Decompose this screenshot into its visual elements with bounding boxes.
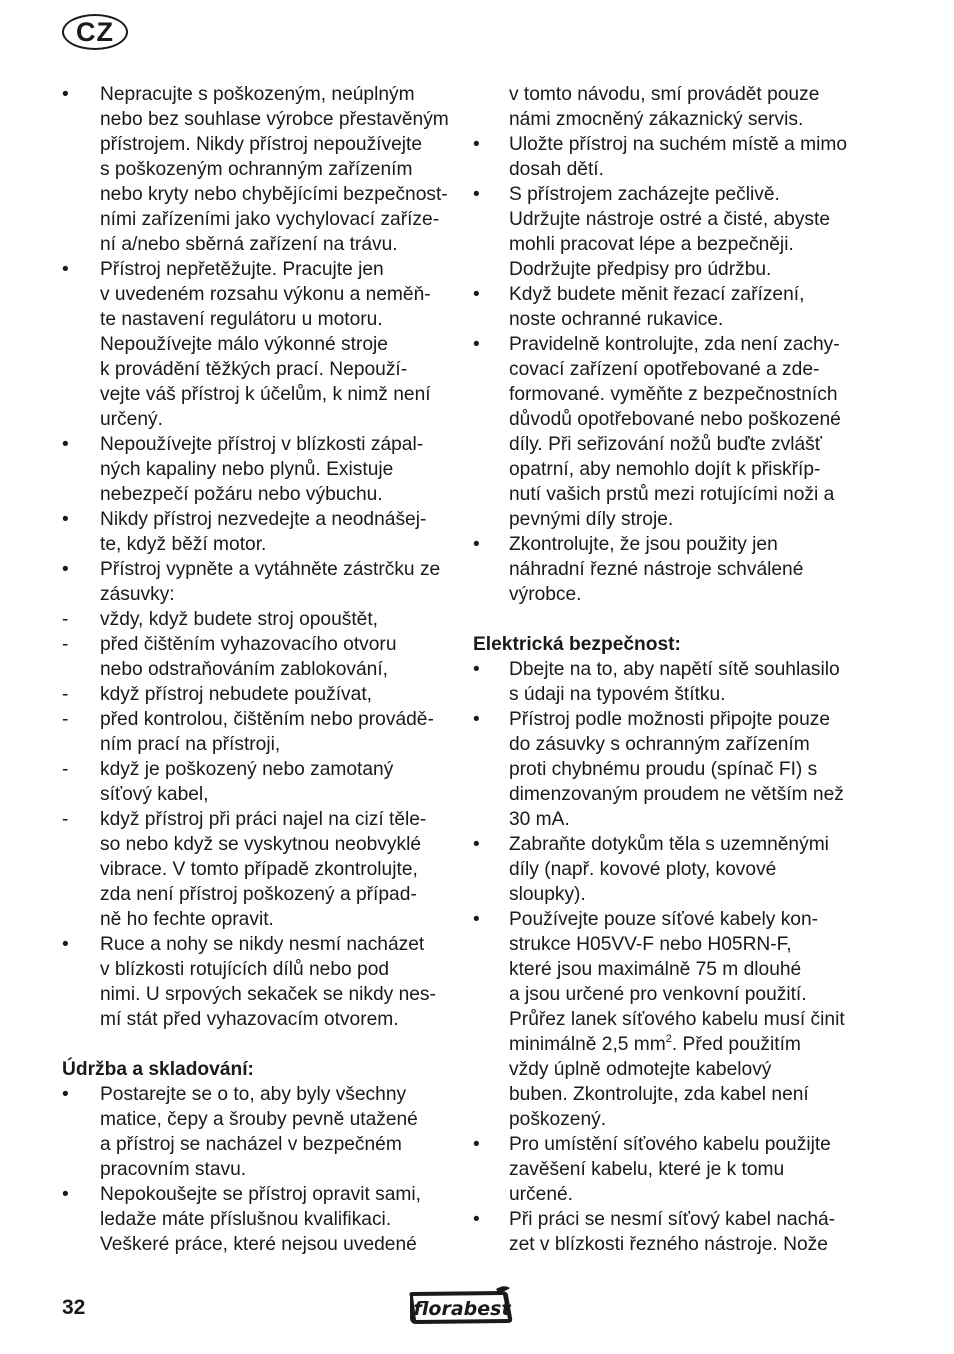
heading-text: Elektrická bezpečnost: xyxy=(473,634,681,655)
text-line xyxy=(62,682,454,707)
line-text: sloupky). xyxy=(509,884,586,905)
text-line xyxy=(62,582,454,607)
text-line xyxy=(62,982,454,1007)
text-line xyxy=(473,532,865,557)
line-text: námi zmocněný zákaznický servis. xyxy=(509,109,804,130)
section-heading xyxy=(62,1057,454,1082)
line-text: do zásuvky s ochranným zařízením xyxy=(509,734,810,755)
florabest-logo xyxy=(404,1286,516,1328)
line-text: proti chybnému proudu (spínač FI) s xyxy=(509,759,818,780)
line-text: a jsou určené pro venkovní použití. xyxy=(509,984,807,1005)
line-text: vždy úplně odmotejte kabelový xyxy=(509,1059,772,1080)
text-line xyxy=(473,282,865,307)
line-text: ní a/nebo sběrná zařízení na trávu. xyxy=(100,234,398,255)
text-line xyxy=(62,482,454,507)
text-line xyxy=(473,657,865,682)
text-line xyxy=(62,1007,454,1032)
text-line xyxy=(473,82,865,107)
text-line xyxy=(473,932,865,957)
line-text: ných kapaliny nebo plynů. Existuje xyxy=(100,459,394,480)
text-line xyxy=(473,757,865,782)
line-text: a přístroj se nacházel v bezpečném xyxy=(100,1134,402,1155)
text-line xyxy=(62,132,454,157)
dash-marker: - xyxy=(62,759,69,780)
text-line xyxy=(62,932,454,957)
text-line xyxy=(473,232,865,257)
line-text: pevnými díly stroje. xyxy=(509,509,674,530)
line-text: vibrace. V tomto případě zkontrolujte, xyxy=(100,859,418,880)
line-text: Veškeré práce, které nejsou uvedené xyxy=(100,1234,417,1255)
text-line xyxy=(473,507,865,532)
text-line xyxy=(62,107,454,132)
text-line xyxy=(473,732,865,757)
text-line xyxy=(62,82,454,107)
bullet-marker: • xyxy=(62,559,69,580)
text-line xyxy=(62,507,454,532)
text-line xyxy=(473,307,865,332)
text-line xyxy=(62,1232,454,1257)
text-line xyxy=(473,782,865,807)
text-line xyxy=(62,207,454,232)
text-line xyxy=(62,857,454,882)
text-line xyxy=(62,1157,454,1182)
line-text: te, když běží motor. xyxy=(100,534,267,555)
line-text: vždy, když budete stroj opouštět, xyxy=(100,609,379,630)
line-text: dimenzovaným proudem ne větším než xyxy=(509,784,844,805)
logo-text: florabest xyxy=(413,1298,511,1320)
text-line xyxy=(62,257,454,282)
text-line xyxy=(62,707,454,732)
line-text: Pravidelně kontrolujte, zda není zachy- xyxy=(509,334,840,355)
dash-marker: - xyxy=(62,609,69,630)
line-text: s poškozeným ochranným zařízením xyxy=(100,159,413,180)
line-text: ními zařízeními jako vychylovací zaříze- xyxy=(100,209,440,230)
line-text: noste ochranné rukavice. xyxy=(509,309,724,330)
language-code: CZ xyxy=(76,16,114,47)
line-text: Postarejte se o to, aby byly všechny xyxy=(100,1084,407,1105)
text-line xyxy=(62,157,454,182)
text-line xyxy=(62,1182,454,1207)
text-line xyxy=(473,257,865,282)
bullet-marker: • xyxy=(473,184,480,205)
line-text: Nepoužívejte přístroj v blízkosti zápal- xyxy=(100,434,424,455)
line-text: nimi. U srpových sekaček se nikdy nes- xyxy=(100,984,436,1005)
line-text: matice, čepy a šrouby pevně utažené xyxy=(100,1109,418,1130)
right-column xyxy=(473,82,865,1257)
bullet-marker: • xyxy=(473,134,480,155)
line-text: Přístroj nepřetěžujte. Pracujte jen xyxy=(100,259,384,280)
text-line xyxy=(62,1082,454,1107)
line-text: Nepracujte s poškozeným, neúplným xyxy=(100,84,415,105)
text-line xyxy=(473,982,865,1007)
line-text: výrobce. xyxy=(509,584,582,605)
line-text: Nepoužívejte málo výkonné stroje xyxy=(100,334,388,355)
text-line xyxy=(473,1107,865,1132)
line-text: zásuvky: xyxy=(100,584,175,605)
text-line xyxy=(62,807,454,832)
line-text: důvodů opotřebované nebo poškozené xyxy=(509,409,841,430)
line-text: Pro umístění síťového kabelu použijte xyxy=(509,1134,831,1155)
line-text: Nepokoušejte se přístroj opravit sami, xyxy=(100,1184,421,1205)
line-text: ledaže máte příslušnou kvalifikaci. xyxy=(100,1209,392,1230)
line-text: před kontrolou, čištěním nebo provádě- xyxy=(100,709,434,730)
text-line xyxy=(473,1132,865,1157)
text-line xyxy=(473,382,865,407)
superscript: 2 xyxy=(665,1033,672,1045)
bullet-marker: • xyxy=(62,934,69,955)
text-line xyxy=(473,707,865,732)
paragraph-gap xyxy=(62,1032,454,1057)
text-line xyxy=(62,332,454,357)
line-text: Uložte přístroj na suchém místě a mimo xyxy=(509,134,848,155)
line-text: Nikdy přístroj nezvedejte a neodnášej- xyxy=(100,509,427,530)
bullet-marker: • xyxy=(473,709,480,730)
text-line xyxy=(473,557,865,582)
line-text: v tomto návodu, smí provádět pouze xyxy=(509,84,820,105)
line-text: nebo odstraňováním zablokování, xyxy=(100,659,388,680)
dash-marker: - xyxy=(62,684,69,705)
line-text: strukce H05VV-F nebo H05RN-F, xyxy=(509,934,792,955)
line-text: te nastavení regulátoru u motoru. xyxy=(100,309,383,330)
bullet-marker: • xyxy=(473,284,480,305)
line-text: mí stát před vyhazovacím otvorem. xyxy=(100,1009,399,1030)
line-text: Používejte pouze síťové kabely kon- xyxy=(509,909,819,930)
line-text: formované. vyměňte z bezpečnostních xyxy=(509,384,838,405)
line-text: když přístroj při práci najel na cizí těle- xyxy=(100,809,427,830)
language-badge xyxy=(62,14,128,50)
text-line xyxy=(473,1007,865,1032)
text-line xyxy=(62,632,454,657)
line-text: když je poškozený nebo zamotaný xyxy=(100,759,394,780)
line-text: covací zařízení opotřebované a zde- xyxy=(509,359,820,380)
page-number: 32 xyxy=(62,1296,86,1319)
text-line xyxy=(473,857,865,882)
text-line xyxy=(473,107,865,132)
dash-marker: - xyxy=(62,634,69,655)
line-text: so nebo když se vyskytnou neobvyklé xyxy=(100,834,422,855)
bullet-marker: • xyxy=(473,834,480,855)
text-line xyxy=(62,757,454,782)
paragraph-gap xyxy=(473,607,865,632)
text-line xyxy=(473,682,865,707)
line-text: díly. Při seřizování nožů buďte zvlášť xyxy=(509,434,822,455)
text-line xyxy=(62,1207,454,1232)
heading-text: Údržba a skladování: xyxy=(62,1059,254,1080)
line-text: před čištěním vyhazovacího otvoru xyxy=(100,634,397,655)
line-text: Dodržujte předpisy pro údržbu. xyxy=(509,259,772,280)
text-line xyxy=(62,557,454,582)
bullet-marker: • xyxy=(473,909,480,930)
line-text: S přístrojem zacházejte pečlivě. xyxy=(509,184,780,205)
line-text: poškozený. xyxy=(509,1109,607,1130)
line-text: určený. xyxy=(100,409,163,430)
text-line xyxy=(62,232,454,257)
line-text: vejte váš přístroj k účelům, k nimž není xyxy=(100,384,431,405)
bullet-marker: • xyxy=(62,509,69,530)
line-text: buben. Zkontrolujte, zda kabel není xyxy=(509,1084,809,1105)
text-line xyxy=(62,1107,454,1132)
line-text: Přístroj vypněte a vytáhněte zástrčku ze xyxy=(100,559,441,580)
line-text: Zabraňte dotykům těla s uzemněnými xyxy=(509,834,829,855)
bullet-marker: • xyxy=(62,259,69,280)
line-text: přístrojem. Nikdy přístroj nepoužívejte xyxy=(100,134,423,155)
line-text: ně ho fechte opravit. xyxy=(100,909,274,930)
text-line xyxy=(473,157,865,182)
line-text: nebo bez souhlase výrobce přestavěným xyxy=(100,109,449,130)
line-text: Při práci se nesmí síťový kabel nachá- xyxy=(509,1209,836,1230)
text-line xyxy=(62,657,454,682)
text-line xyxy=(473,457,865,482)
line-text: Přístroj podle možnosti připojte pouze xyxy=(509,709,831,730)
text-line xyxy=(62,357,454,382)
text-line xyxy=(62,407,454,432)
line-text: mohli pracovat lépe a bezpečněji. xyxy=(509,234,794,255)
text-line xyxy=(473,432,865,457)
bullet-marker: • xyxy=(473,334,480,355)
text-line xyxy=(473,582,865,607)
line-text: Průřez lanek síťového kabelu musí činit xyxy=(509,1009,845,1030)
text-line xyxy=(473,882,865,907)
text-line xyxy=(473,1157,865,1182)
text-line xyxy=(62,382,454,407)
text-line xyxy=(62,282,454,307)
line-text: nutí vašich prstů mezi rotujícími noži a xyxy=(509,484,835,505)
text-line xyxy=(62,1132,454,1157)
bullet-marker: • xyxy=(62,434,69,455)
line-text: v uvedeném rozsahu výkonu a neměň- xyxy=(100,284,431,305)
left-column xyxy=(62,82,454,1257)
text-line xyxy=(473,907,865,932)
text-line xyxy=(62,882,454,907)
bullet-marker: • xyxy=(62,1184,69,1205)
text-line xyxy=(473,1032,865,1057)
line-text: 30 mA. xyxy=(509,809,570,830)
bullet-marker: • xyxy=(473,534,480,555)
bullet-marker: • xyxy=(473,659,480,680)
section-heading xyxy=(473,632,865,657)
bullet-marker: • xyxy=(62,1084,69,1105)
line-text: ním prací na přístroji, xyxy=(100,734,281,755)
line-text: náhradní řezné nástroje schválené xyxy=(509,559,804,580)
line-text: zavěšení kabelu, které je k tomu xyxy=(509,1159,785,1180)
line-text: zda není přístroj poškozený a případ- xyxy=(100,884,417,905)
text-line xyxy=(473,1232,865,1257)
line-text: minimálně 2,5 $mm^2$. Před použitím xyxy=(509,1033,801,1055)
line-text: zet v blízkosti řezného nástroje. Nože xyxy=(509,1234,828,1255)
text-line xyxy=(473,182,865,207)
text-line xyxy=(473,832,865,857)
line-text: Udržujte nástroje ostré a čisté, abyste xyxy=(509,209,831,230)
line-text: v blízkosti rotujících dílů nebo pod xyxy=(100,959,390,980)
line-text: díly (např. kovové ploty, kovové xyxy=(509,859,777,880)
dash-marker: - xyxy=(62,809,69,830)
bullet-marker: • xyxy=(473,1209,480,1230)
line-text: když přístroj nebudete používat, xyxy=(100,684,372,705)
text-line xyxy=(473,132,865,157)
bullet-marker: • xyxy=(473,1134,480,1155)
text-line xyxy=(62,957,454,982)
line-text: Ruce a nohy se nikdy nesmí nacházet xyxy=(100,934,425,955)
line-text: Dbejte na to, aby napětí sítě souhlasilo xyxy=(509,659,840,680)
text-line xyxy=(62,182,454,207)
text-line xyxy=(473,407,865,432)
line-text: dosah dětí. xyxy=(509,159,604,180)
text-line xyxy=(473,1182,865,1207)
line-text: pracovním stavu. xyxy=(100,1159,247,1180)
text-line xyxy=(473,207,865,232)
text-line xyxy=(62,432,454,457)
text-line xyxy=(62,832,454,857)
text-line xyxy=(473,1082,865,1107)
text-line xyxy=(62,457,454,482)
text-line xyxy=(62,607,454,632)
text-line xyxy=(473,357,865,382)
text-line xyxy=(473,482,865,507)
line-text: síťový kabel, xyxy=(100,784,209,805)
dash-marker: - xyxy=(62,709,69,730)
text-line xyxy=(62,782,454,807)
line-text: opatrní, aby nemohlo dojít k přiskříp- xyxy=(509,459,821,480)
text-line xyxy=(473,332,865,357)
line-text: nebezpečí požáru nebo výbuchu. xyxy=(100,484,383,505)
text-line xyxy=(62,532,454,557)
text-line xyxy=(62,732,454,757)
text-line xyxy=(62,907,454,932)
line-text: Když budete měnit řezací zařízení, xyxy=(509,284,805,305)
line-text: s údaji na typovém štítku. xyxy=(509,684,726,705)
text-line xyxy=(62,307,454,332)
line-text: nebo kryty nebo chybějícími bezpečnost- xyxy=(100,184,448,205)
line-text: určené. xyxy=(509,1184,573,1205)
line-text: k provádění těžkých prací. Nepouží- xyxy=(100,359,408,380)
bullet-marker: • xyxy=(62,84,69,105)
text-line xyxy=(473,807,865,832)
line-text: Zkontrolujte, že jsou použity jen xyxy=(509,534,778,555)
text-line xyxy=(473,957,865,982)
line-text: které jsou maximálně 75 m dlouhé xyxy=(509,959,802,980)
text-line xyxy=(473,1057,865,1082)
text-line xyxy=(473,1207,865,1232)
